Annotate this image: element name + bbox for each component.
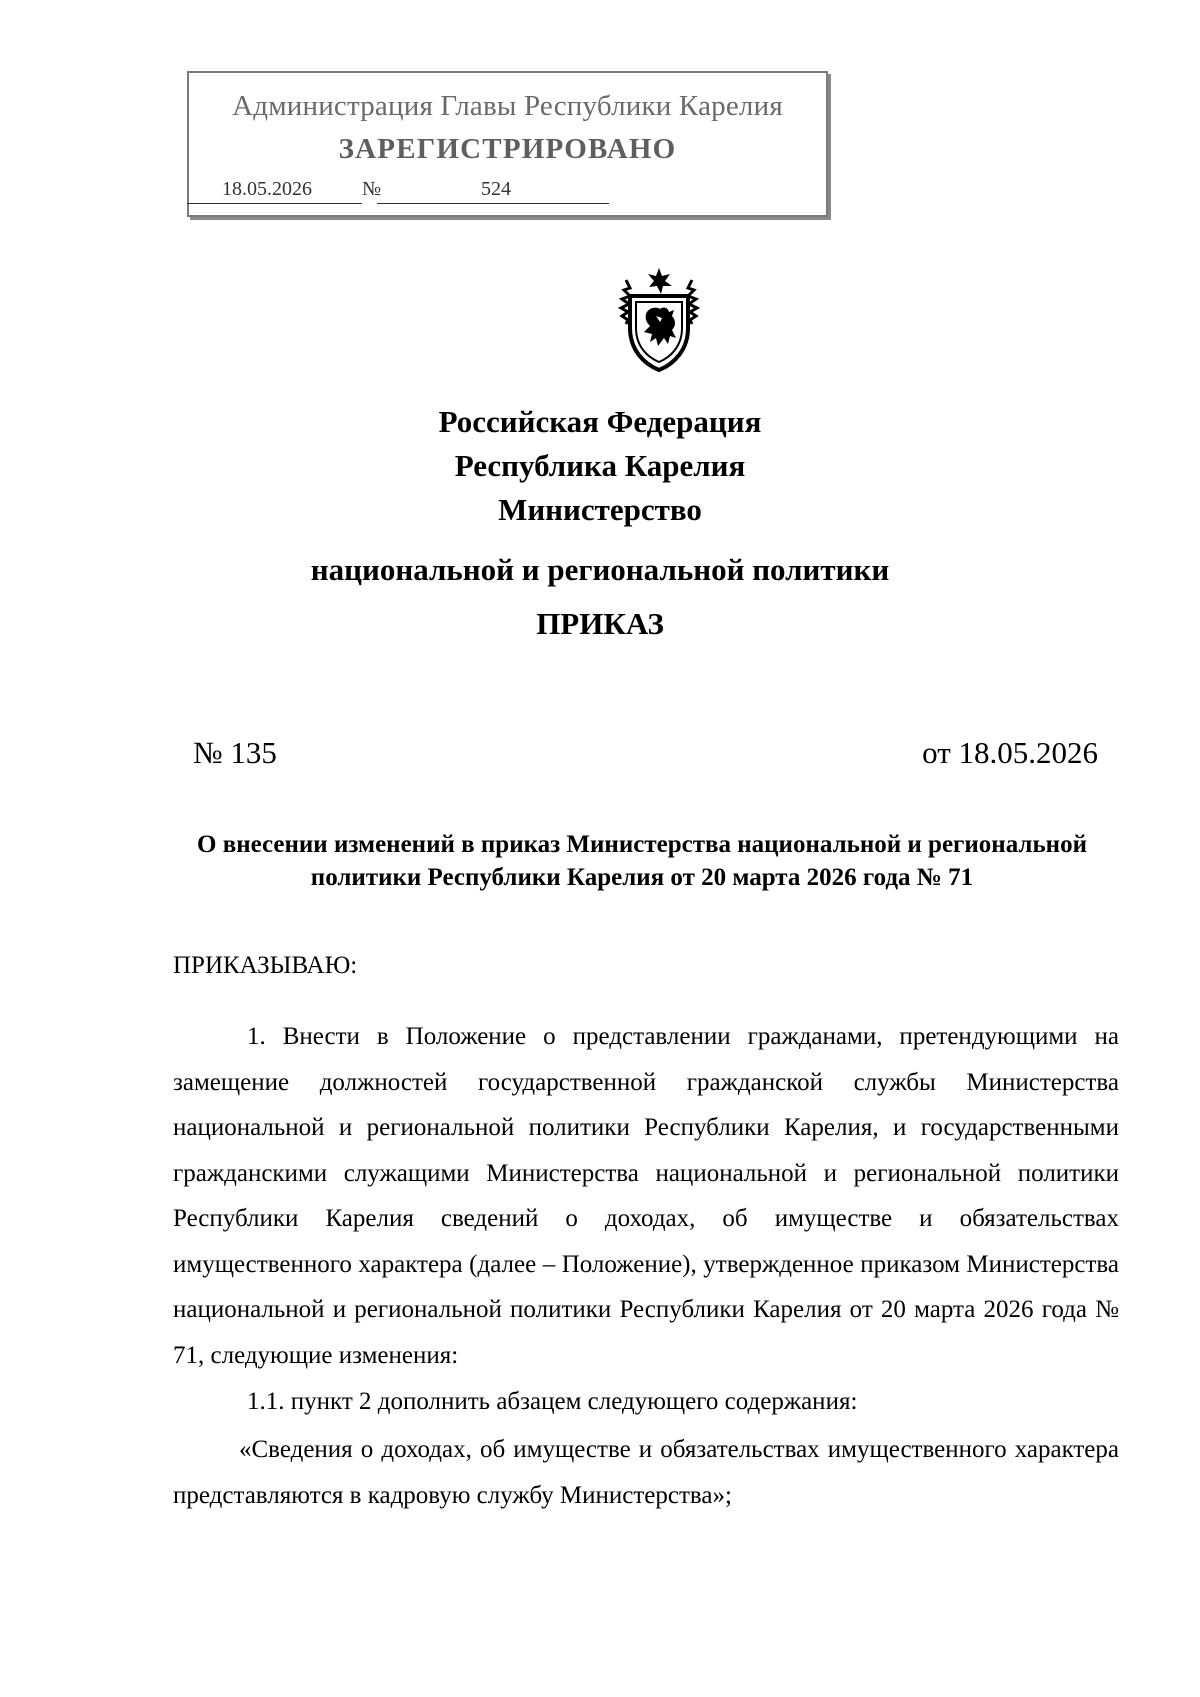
order-number: № 135: [193, 735, 277, 770]
order-date: от 18.05.2026: [922, 735, 1098, 770]
stamp-date-underline: [187, 203, 362, 204]
header-ministry: Министерство: [498, 492, 702, 527]
paragraph-1: 1. Внести в Положение о представлении гражданами, претендующими на замещение должностей государственной гражданской службы Министерства национальной и региональной политики Республики Карелия, и государственными гражданскими служащими Министерства национальной и региональной политики Республики Карелия сведений о доходах, об имуществе и обязательствах имущественного характера (далее – Положение), утвержденное приказом Министерства национальной и региональной политики Республики Карелия от 20 марта 2026 года № 71, следующие изменения:: [173, 1023, 1119, 1369]
paragraph-quote: «Сведения о доходах, об имуществе и обязательствах имущественного характера представляются в кадровую службу Министерства»;: [173, 1436, 1119, 1509]
stamp-number: 524: [481, 178, 511, 200]
stamp-date: 18.05.2026: [222, 178, 312, 200]
paragraph-1-1: 1.1. пункт 2 дополнить абзацем следующего содержания:: [247, 1388, 858, 1415]
header-country: Российская Федерация: [438, 404, 762, 439]
document-type: ПРИКАЗ: [536, 606, 664, 641]
stamp-status: ЗАРЕГИСТРИРОВАНО: [338, 133, 677, 165]
order-word: ПРИКАЗЫВАЮ:: [173, 952, 358, 979]
document-title: О внесении изменений в приказ Министерства национальной и региональной политики Республики Карелия от 20 марта 2026 года № 71: [197, 831, 1087, 891]
header-ministry-name: национальной и региональной политики: [310, 552, 890, 587]
stamp-number-sign: №: [362, 178, 382, 200]
stamp-organization: Администрация Главы Республики Карелия: [232, 90, 783, 122]
stamp-number-underline: [377, 203, 609, 204]
stamp-registration-line: [189, 178, 609, 210]
karelia-coat-of-arms-icon: [616, 266, 702, 374]
header-republic: Республика Карелия: [454, 448, 746, 483]
registration-stamp: [187, 71, 828, 217]
